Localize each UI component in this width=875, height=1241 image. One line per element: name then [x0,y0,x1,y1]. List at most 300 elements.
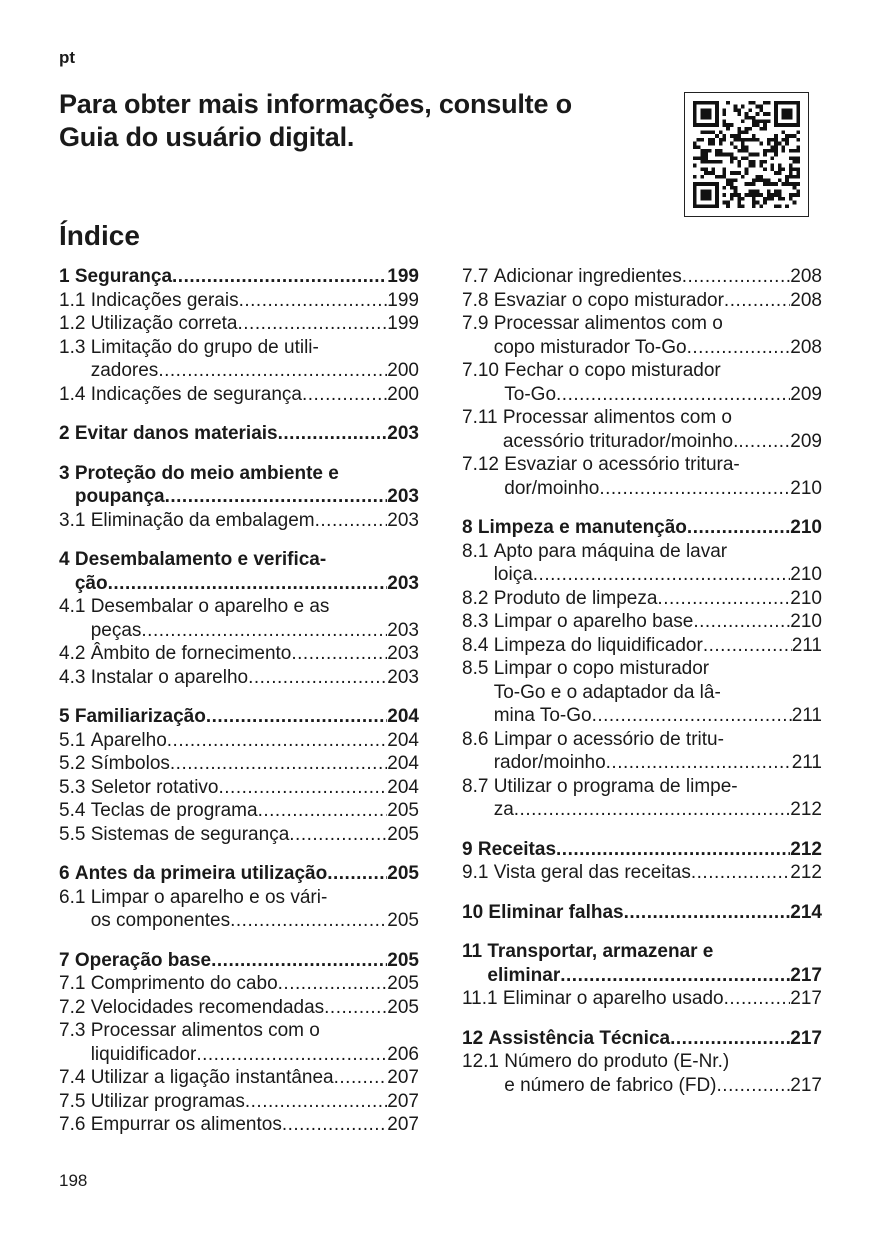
toc-entry-page: 212 [790,838,822,860]
toc-subsection-entry[interactable] [59,642,419,666]
toc-column-left [59,265,419,1137]
toc-entry-number: 3.1 [59,509,86,531]
toc-dot-leader [738,430,790,454]
toc-entry-title-line: Produto de limpeza [493,587,658,609]
toc-entry-body [494,610,822,634]
toc-entry-title-line: Proteção do meio ambiente e [74,462,339,484]
toc-entry-title-line: Transportar, armazenar e [487,941,714,962]
toc-entry-title-line: Velocidades recomendadas [90,996,325,1018]
toc-entry-leader-line [503,987,822,1011]
toc-subsection-entry[interactable] [462,265,822,289]
toc-entry-leader-line [91,289,419,313]
toc-entry-title-line: Seletor rotativo [90,776,219,798]
toc-entry-number: 3 [59,462,70,484]
toc-entry-leader-line [91,1113,419,1137]
toc-subsection-entry[interactable] [59,799,419,823]
toc-entry-leader-line [478,838,822,862]
toc-entry-number: 7.11 [462,407,498,428]
toc-entry-number: 2 [59,423,70,444]
toc-entry-leader-line [488,901,822,925]
toc-entry-number: 9.1 [462,862,489,883]
toc-entry-leader-line [91,642,419,666]
toc-entry-title-line: Utilizar a ligação instantânea [90,1067,334,1088]
toc-entry-number: 1.4 [59,383,86,405]
toc-entry-title-line: To-Go e o adaptador da lâ- [493,681,721,703]
toc-entry-page: 210 [790,517,822,538]
toc-entry-page: 209 [790,383,822,405]
toc-entry-title-line: Empurrar os alimentos [90,1114,282,1135]
toc-entry-number: 5 [59,706,70,727]
toc-entry-title-line: Fechar o copo misturador [504,360,721,381]
toc-entry-title-line: Processar alimentos com o [493,313,723,334]
toc-entry-leader-line [91,383,419,407]
toc-entry-leader-line [494,861,822,885]
toc-entry-number: 12 [462,1027,484,1049]
toc-entry-leader-line [494,634,822,658]
toc-dot-leader [108,572,388,596]
toc-entry-page: 204 [387,753,419,774]
toc-entry-body [91,666,419,690]
toc-entry-leader-line [91,799,419,823]
toc-entry-number: 11.1 [462,988,498,1009]
toc-entry-page: 203 [387,486,419,507]
toc-entry-body [504,453,822,500]
toc-entry-leader-line [494,265,822,289]
toc-section-entry[interactable] [59,422,419,446]
toc-entry-title-line: Limitação do grupo de utili- [90,336,319,358]
toc-subsection-entry[interactable] [462,312,822,359]
toc-entry-page: 211 [791,752,822,773]
toc-dot-leader [560,964,790,988]
toc-entry-body [91,336,419,383]
toc-subsection-entry[interactable] [462,634,822,658]
toc-dot-leader [239,289,388,313]
toc-entry-page: 206 [387,1043,419,1065]
toc-entry-leader-line [487,964,822,988]
toc-entry-title-line: peças [90,619,142,641]
toc-dot-leader [289,823,387,847]
toc-dot-leader [165,485,388,509]
toc-section-entry[interactable] [59,548,419,595]
toc-entry-title-line: rador/moinho [493,752,606,773]
toc-subsection-entry[interactable] [462,728,822,775]
toc-entry-title-line: Desembalamento e verifica- [74,549,327,570]
toc-entry-title-line: Evitar danos materiais [74,423,278,444]
toc-entry-leader-line [91,1043,419,1067]
toc-entry-number: 7.5 [59,1090,86,1112]
toc-entry-number: 8.3 [462,611,489,632]
toc-entry-number: 12.1 [462,1051,499,1072]
toc-subsection-entry[interactable] [462,453,822,500]
toc-dot-leader [219,776,388,800]
toc-entry-leader-line [75,705,419,729]
toc-entry-body [494,312,822,359]
toc-subsection-entry[interactable] [462,359,822,406]
toc-dot-leader [556,838,790,862]
toc-subsection-entry[interactable] [462,987,822,1011]
toc-entry-leader-line [91,776,419,800]
toc-entry-title-line: Limpeza do liquidificador [493,634,703,656]
toc-subsection-entry[interactable] [59,823,419,847]
toc-entry-title-line: Utilizar o programa de limpe- [493,775,738,797]
toc-entry-title-line: dor/moinho [504,477,600,499]
toc-entry-number: 7.9 [462,313,489,334]
toc-subsection-entry[interactable] [59,666,419,690]
toc-entry-body [91,729,419,753]
toc-entry-number: 11 [462,941,483,962]
toc-entry-page: 203 [387,619,419,641]
toc-subsection-entry[interactable] [59,312,419,336]
toc-entry-page: 207 [387,1067,419,1088]
toc-entry-page: 203 [387,572,419,594]
toc-entry-page: 199 [387,266,419,287]
toc-entry-leader-line [75,422,419,446]
toc-entry-number: 5.3 [59,776,86,798]
toc-entry-number: 1.2 [59,313,86,334]
toc-dot-leader [196,1043,387,1067]
toc-entry-body [75,705,419,729]
toc-subsection-entry[interactable] [462,289,822,313]
toc-entry-number: 1.3 [59,336,86,358]
toc-entry-title-line: Sistemas de segurança [90,823,290,845]
toc-section-entry[interactable] [59,462,419,509]
toc-subsection-entry[interactable] [59,886,419,933]
toc-subsection-entry[interactable] [462,657,822,728]
toc-section-entry[interactable] [462,901,822,925]
language-code: pt [59,48,76,67]
toc-entry-number: 1.1 [59,289,86,311]
toc-entry-body [91,776,419,800]
toc-dot-leader [691,861,790,885]
toc-entry-body [494,540,822,587]
toc-entry-title-line: Receitas [477,838,557,860]
toc-entry-number: 5.5 [59,823,86,845]
toc-entry-body [494,587,822,611]
toc-subsection-entry[interactable] [59,1019,419,1066]
toc-entry-page: 210 [790,611,822,632]
toc-entry-title-line: To-Go [504,383,557,405]
page-headline [59,88,659,154]
toc-entry-page: 204 [387,776,419,798]
toc-entry-leader-line [91,509,419,533]
toc-dot-leader [606,751,792,775]
toc-entry-body [494,657,822,728]
toc-entry-page: 199 [387,289,419,311]
toc-section-entry[interactable] [59,949,419,973]
toc-entry-body [91,1066,419,1090]
toc-entry-number: 7.7 [462,266,489,287]
toc-entry-page: 203 [387,423,419,444]
toc-entry-page: 211 [791,634,822,656]
toc-entry-leader-line [75,862,419,886]
qr-code [684,92,809,217]
toc-entry-title-line: Segurança [74,266,173,287]
toc-entry-title-line: Indicações gerais [90,289,239,311]
toc-entry-page: 203 [387,666,419,688]
toc-section-entry[interactable] [462,1027,822,1051]
toc-entry-page: 205 [387,949,419,971]
toc-entry-body [91,509,419,533]
toc-dot-leader [206,705,387,729]
page-number: 198 [59,1171,88,1190]
toc-entry-number: 4.2 [59,643,86,664]
toc-entry-number: 7 [59,949,70,971]
toc-entry-title-line: Desembalar o aparelho e as [90,596,330,617]
toc-entry-leader-line [494,751,822,775]
toc-subsection-entry[interactable] [59,336,419,383]
toc-entry-number: 8 [462,517,473,538]
toc-entry-number: 9 [462,838,473,860]
toc-entry-body [503,987,822,1011]
toc-subsection-entry[interactable] [59,1113,419,1137]
toc-subsection-entry[interactable] [462,587,822,611]
toc-subsection-entry[interactable] [462,406,822,453]
toc-entry-leader-line [478,516,822,540]
toc-dot-leader [167,729,388,753]
toc-entry-page: 210 [790,564,822,585]
toc-dot-leader [624,901,791,925]
toc-entry-leader-line [504,383,822,407]
toc-entry-leader-line [75,949,419,973]
toc-entry-page: 200 [387,383,419,405]
toc-entry-title-line: mina To-Go [493,705,592,726]
toc-entry-page: 207 [387,1114,419,1135]
toc-entry-body [91,752,419,776]
toc-subsection-entry[interactable] [59,1090,419,1114]
toc-entry-body [494,265,822,289]
toc-entry-leader-line [91,312,419,336]
toc-entry-title-line: ção [74,572,108,594]
toc-entry-title-line: os componentes [90,910,231,931]
toc-subsection-entry[interactable] [59,972,419,996]
toc-dot-leader [682,265,791,289]
toc-dot-leader [687,516,790,540]
toc-entry-leader-line [91,909,419,933]
toc-entry-title-line: Limpar o aparelho e os vári- [90,886,328,908]
toc-entry-body [91,1090,419,1114]
toc-dot-leader [141,619,387,643]
toc-entry-leader-line [91,1066,419,1090]
toc-entry-number: 7.10 [462,360,499,381]
toc-entry-title-line: Processar alimentos com o [90,1020,320,1041]
toc-entry-body [75,548,419,595]
toc-entry-page: 208 [790,336,822,358]
toc-subsection-entry[interactable] [59,595,419,642]
toc-entry-title-line: copo misturador To-Go [493,336,687,358]
toc-entry-page: 210 [790,477,822,499]
toc-entry-body [494,861,822,885]
toc-entry-body [91,289,419,313]
toc-entry-number: 7.1 [59,973,86,994]
toc-entry-number: 7.12 [462,454,499,475]
toc-dot-leader [245,1090,387,1114]
toc-dot-leader [327,862,387,886]
toc-dot-leader [533,563,791,587]
toc-dot-leader [592,704,792,728]
toc-entry-title-line: Utilizar programas [90,1090,245,1112]
toc-entry-title-line: Utilização correta [90,313,238,334]
toc-entry-page: 217 [790,1074,822,1096]
toc-entry-number: 8.6 [462,728,489,750]
headline-line: Guia do usuário digital. [59,122,355,152]
toc-entry-page: 203 [387,509,419,531]
toc-subsection-entry[interactable] [59,752,419,776]
toc-entry-number: 5.4 [59,800,86,821]
toc-entry-body [91,383,419,407]
toc-entry-number: 8.2 [462,587,489,609]
toc-entry-page: 205 [387,910,419,931]
toc-entry-body [91,823,419,847]
toc-dot-leader [657,587,790,611]
toc-entry-page: 217 [790,964,822,986]
toc-entry-title-line: Aparelho [90,729,167,751]
toc-entry-leader-line [494,563,822,587]
toc-subsection-entry[interactable] [59,289,419,313]
toc-section-entry[interactable] [59,705,419,729]
toc-entry-page: 208 [790,289,822,311]
toc-entry-body [75,462,419,509]
toc-entry-leader-line [91,752,419,776]
toc-entry-title-line: Âmbito de fornecimento [90,643,292,664]
toc-entry-title-line: Operação base [74,949,212,971]
toc-entry-page: 205 [387,863,419,884]
toc-dot-leader [278,422,388,446]
toc-entry-number: 7.8 [462,289,489,311]
toc-entry-number: 4.3 [59,666,86,688]
toc-subsection-entry[interactable] [462,775,822,822]
toc-entry-body [91,1113,419,1137]
toc-entry-page: 217 [790,988,822,1009]
toc-entry-title-line: Apto para máquina de lavar [493,540,728,562]
toc-entry-title-line: zadores [90,360,159,381]
toc-entry-body [91,972,419,996]
toc-dot-leader [334,1066,388,1090]
toc-entry-body [504,1050,822,1097]
toc-entry-body [75,422,419,446]
toc-entry-title-line: Vista geral das receitas [493,862,691,883]
toc-entry-page: 212 [790,799,822,820]
toc-section-entry[interactable] [462,516,822,540]
toc-entry-number: 5.2 [59,753,86,774]
toc-entry-leader-line [504,1074,822,1098]
toc-entry-page: 203 [387,643,419,664]
toc-entry-title-line: Eliminar o aparelho usado [502,988,724,1009]
toc-entry-number: 4.1 [59,596,86,617]
toc-entry-body [488,1027,822,1051]
toc-entry-title-line: Processar alimentos com o [502,407,733,428]
toc-dot-leader [514,798,791,822]
toc-entry-title-line: Teclas de programa [90,800,258,821]
toc-entry-body [504,359,822,406]
toc-entry-title-line: Símbolos [90,753,170,774]
toc-subsection-entry[interactable] [59,383,419,407]
toc-entry-page: 205 [387,973,419,994]
toc-subsection-entry[interactable] [462,540,822,587]
toc-entry-page: 200 [387,360,419,381]
toc-section-entry[interactable] [462,838,822,862]
toc-entry-title-line: Assistência Técnica [488,1027,671,1049]
toc-entry-title-line: Limpar o aparelho base [493,611,694,632]
toc-entry-title-line: Familiarização [74,706,206,727]
toc-entry-leader-line [494,587,822,611]
toc-entry-title-line: Instalar o aparelho [90,666,249,688]
toc-entry-body [487,940,822,987]
toc-section-entry[interactable] [462,940,822,987]
toc-subsection-entry[interactable] [59,776,419,800]
toc-dot-leader [237,312,387,336]
toc-dot-leader [599,477,790,501]
toc-entry-number: 7.6 [59,1114,86,1135]
toc-subsection-entry[interactable] [59,1066,419,1090]
toc-entry-number: 7.4 [59,1067,86,1088]
toc-dot-leader [556,383,790,407]
toc-dot-leader [315,509,388,533]
toc-entry-page: 199 [387,313,419,334]
toc-dot-leader [170,752,387,776]
toc-subsection-entry[interactable] [462,1050,822,1097]
toc-dot-leader [687,336,791,360]
toc-entry-title-line: Eliminar falhas [488,901,624,923]
toc-entry-number: 8.5 [462,658,489,679]
toc-dot-leader [302,383,387,407]
toc-entry-body [75,862,419,886]
toc-entry-title-line: Indicações de segurança [90,383,302,405]
toc-entry-title-line: Limpeza e manutenção [477,517,687,538]
toc-entry-page: 214 [790,901,822,923]
toc-section-entry[interactable] [59,862,419,886]
toc-subsection-entry[interactable] [462,861,822,885]
toc-entry-body [91,312,419,336]
toc-entry-number: 6 [59,863,70,884]
toc-dot-leader [172,265,387,289]
toc-entry-leader-line [75,265,419,289]
toc-entry-page: 204 [387,706,419,727]
toc-column-right [462,265,822,1097]
toc-subsection-entry[interactable] [59,996,419,1020]
toc-dot-leader [324,996,387,1020]
toc-entry-title-line: eliminar [487,964,561,986]
toc-entry-page: 210 [790,587,822,609]
toc-entry-leader-line [494,336,822,360]
toc-dot-leader [703,634,792,658]
toc-subsection-entry[interactable] [59,509,419,533]
toc-entry-leader-line [75,485,419,509]
toc-entry-leader-line [494,798,822,822]
toc-dot-leader [291,642,387,666]
toc-entry-title-line: acessório triturador/moinho. [502,430,739,452]
toc-entry-leader-line [494,610,822,634]
toc-entry-leader-line [91,823,419,847]
toc-entry-page: 209 [790,430,822,452]
toc-entry-page: 211 [791,705,822,726]
toc-dot-leader [670,1027,790,1051]
toc-entry-page: 207 [387,1090,419,1112]
toc-entry-title-line: liquidificador [90,1043,197,1065]
toc-entry-title-line: Número do produto (E-Nr.) [504,1051,730,1072]
toc-entry-number: 7.3 [59,1020,86,1041]
toc-entry-body [91,886,419,933]
toc-dot-leader [724,987,791,1011]
toc-subsection-entry[interactable] [59,729,419,753]
toc-entry-leader-line [503,430,822,454]
toc-entry-leader-line [91,666,419,690]
toc-entry-title-line: Eliminação da embalagem [90,509,315,531]
toc-entry-body [91,642,419,666]
toc-entry-title-line: Limpar o copo misturador [493,658,710,679]
toc-subsection-entry[interactable] [462,610,822,634]
toc-entry-title-line: Comprimento do cabo [90,973,278,994]
toc-section-entry[interactable] [59,265,419,289]
